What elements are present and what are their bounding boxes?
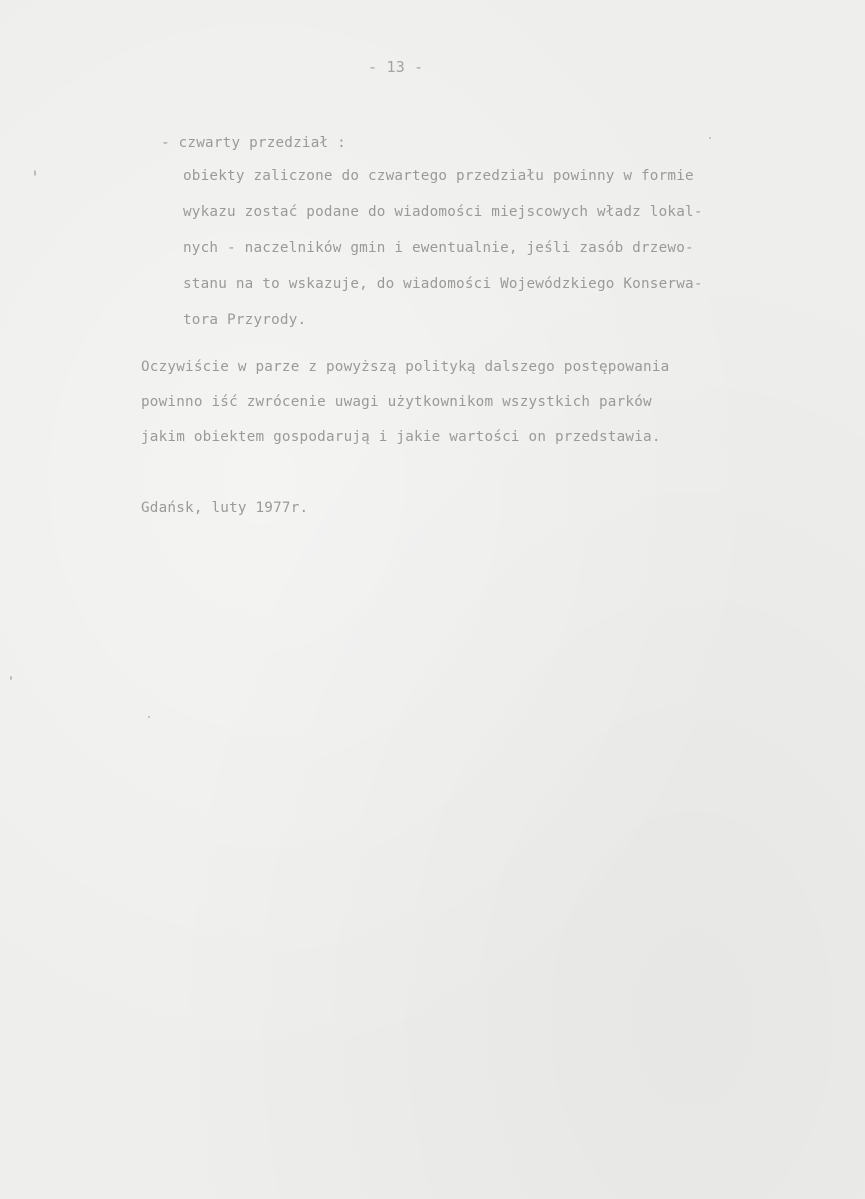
paragraph-line: powinno iść zwrócenie uwagi użytkownikom wszystkich parków [141,394,652,410]
scan-speck [709,137,711,139]
scan-speck [148,716,150,718]
page-number: - 13 - [368,58,424,76]
scan-speck [34,170,36,176]
place-date-line: Gdańsk, luty 1977r. [141,500,309,516]
paragraph-line: jakim obiektem gospodarują i jakie wartości on przedstawia. [141,429,661,445]
bullet-text-line: nych - naczelników gmin i ewentualnie, jeśli zasób drzewo- [183,240,694,256]
bullet-text-line: wykazu zostać podane do wiadomości miejscowych władz lokal- [183,204,703,220]
bullet-text-line: obiekty zaliczone do czwartego przedziału powinny w formie [183,168,694,184]
bullet-text-line: tora Przyrody. [183,312,307,328]
paragraph-line: Oczywiście w parze z powyższą polityką dalszego postępowania [141,359,670,375]
bullet-text-line: stanu na to wskazuje, do wiadomości Wojewódzkiego Konserwa- [183,276,703,292]
scan-speck [10,676,12,680]
bullet-heading: - czwarty przedział : [161,135,346,151]
